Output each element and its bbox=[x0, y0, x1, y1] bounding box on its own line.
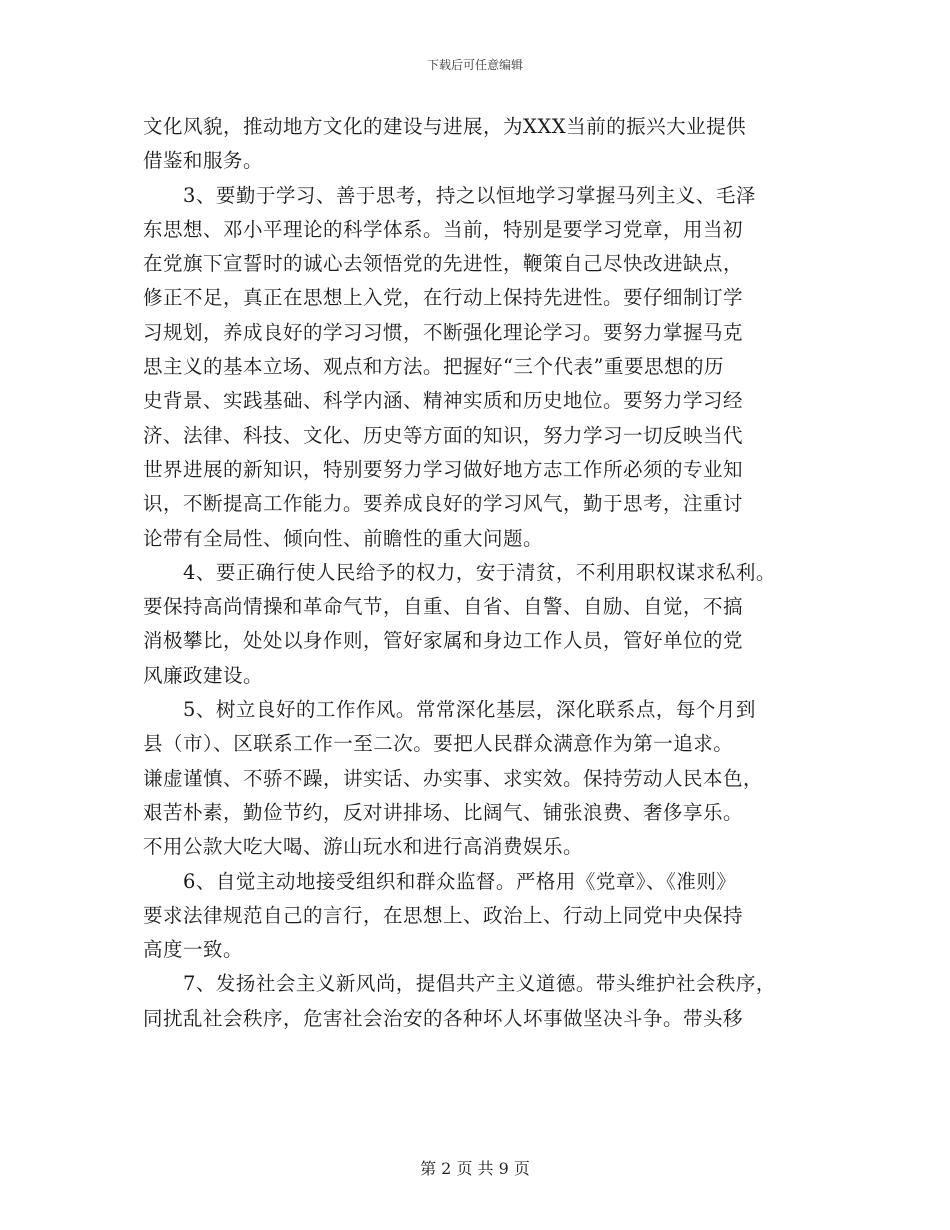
text-line: 思主义的基本立场、观点和方法。把握好“三个代表”重要思想的历 bbox=[143, 355, 724, 379]
text-line: 6、自觉主动地接受组织和群众监督。严格用《党章》、《准则》 bbox=[143, 869, 737, 893]
text-line: 在党旗下宣誓时的诚心去领悟党的先进性，鞭策自己尽快改进缺点， bbox=[143, 252, 744, 276]
text-line: 4、要正确行使人民给予的权力，安于清贫，不利用职权谋求私利。 bbox=[143, 560, 776, 584]
text-line: 借鉴和服务。 bbox=[143, 149, 264, 173]
text-line: 要保持高尚情操和革命气节，自重、自省、自警、自励、自觉，不搞 bbox=[143, 595, 744, 619]
page-header: 下载后可任意编辑 bbox=[426, 58, 523, 72]
text-line: 高度一致。 bbox=[143, 938, 244, 962]
text-line: 要求法律规范自己的言行，在思想上、政治上、行动上同党中央保持 bbox=[143, 903, 744, 927]
text-line: 识，不断提高工作能力。要养成良好的学习风气，勤于思考，注重讨 bbox=[143, 492, 744, 516]
text-line: 修正不足，真正在思想上入党，在行动上保持先进性。要仔细制订学 bbox=[143, 286, 744, 310]
text-line: 5、树立良好的工作作风。常常深化基层，深化联系点，每个月到 bbox=[143, 698, 756, 722]
text-line: 习规划，养成良好的学习习惯，不断强化理论学习。要努力掌握马克 bbox=[143, 320, 744, 344]
document-body bbox=[143, 110, 833, 1036]
text-line: 风廉政建设。 bbox=[143, 663, 264, 687]
text-line: 艰苦朴素，勤俭节约，反对讲排场、比阔气、铺张浪费、奢侈享乐。 bbox=[143, 800, 744, 824]
text-line: 文化风貌，推动地方文化的建设与进展，为XXX当前的振兴大业提供 bbox=[143, 115, 747, 138]
text-line: 7、发扬社会主义新风尚，提倡共产主义道德。带头维护社会秩序， bbox=[143, 972, 776, 996]
page-footer: 第 2 页 共 9 页 bbox=[420, 1159, 530, 1178]
text-line: 3、要勤于学习、善于思考，持之以恒地学习掌握马列主义、毛泽 bbox=[143, 183, 756, 207]
text-line: 同扰乱社会秩序，危害社会治安的各种坏人坏事做坚决斗争。带头移 bbox=[143, 1006, 744, 1030]
text-line: 史背景、实践基础、科学内涵、精神实质和历史地位。要努力学习经 bbox=[143, 389, 744, 413]
text-line: 县（市）、区联系工作一至二次。要把人民群众满意作为第一追求。 bbox=[143, 732, 734, 756]
text-line: 谦虚谨慎、不骄不躁，讲实话、办实事、求实效。保持劳动人民本色， bbox=[143, 766, 764, 790]
text-line: 不用公款大吃大喝、游山玩水和进行高消费娱乐。 bbox=[143, 835, 584, 859]
text-line: 济、法律、科技、文化、历史等方面的知识，努力学习一切反映当代 bbox=[143, 423, 744, 447]
text-line: 东思想、邓小平理论的科学体系。当前，特别是要学习党章，用当初 bbox=[143, 217, 744, 241]
text-line: 消极攀比，处处以身作则，管好家属和身边工作人员，管好单位的党 bbox=[143, 629, 744, 653]
text-line: 世界进展的新知识，特别要努力学习做好地方志工作所必须的专业知 bbox=[143, 457, 744, 481]
text-line: 论带有全局性、倾向性、前瞻性的重大问题。 bbox=[143, 526, 544, 550]
